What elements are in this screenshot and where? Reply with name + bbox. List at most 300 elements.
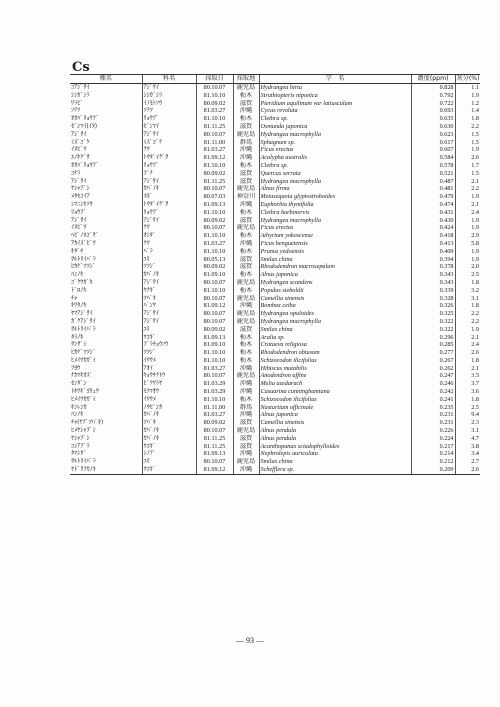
cell-family-name: ﾌﾞﾅ xyxy=(142,170,196,178)
cell-scientific-name: Quercus serrata xyxy=(259,170,411,178)
cell-concentration: 0.296 xyxy=(411,334,455,342)
cell-sampling-site: 沖縄 xyxy=(233,302,259,310)
cell-family-name: ｼｼｶﾞｼﾗ xyxy=(142,92,196,100)
cell-sampling-date: 81.09.12 xyxy=(196,154,233,162)
cell-sampling-site: 沖縄 xyxy=(233,388,259,396)
table-row xyxy=(70,139,480,147)
cell-species-name: ﾋﾒｲﾜｶｶﾞﾐ xyxy=(71,356,96,364)
cell-species-name: ｺﾞｸｳｶﾞｷ xyxy=(71,278,93,286)
cell-concentration: 0.378 xyxy=(411,263,455,271)
table-row xyxy=(70,131,480,139)
col-header-concentration: 濃度(ppm) xyxy=(411,75,455,84)
cell-sampling-site: 栃木 xyxy=(233,162,259,170)
cell-ash-content: 1.9 xyxy=(455,224,480,232)
cell-ash-content: 2.4 xyxy=(455,209,480,217)
cell-sampling-site: 沖縄 xyxy=(233,411,259,419)
cell-sampling-site: 栃木 xyxy=(233,248,259,256)
table-row xyxy=(70,123,480,131)
cell-species-name: ﾀﾏｼﾀﾞ xyxy=(71,450,87,458)
cell-sampling-site: 滋賀 xyxy=(233,217,259,225)
cell-family-name: ｱｼﾞｻｲ xyxy=(142,178,196,186)
cell-sampling-site: 鹿児島 xyxy=(233,295,259,303)
cell-sampling-date: 81.11.25 xyxy=(196,443,233,451)
cell-sampling-site: 栃木 xyxy=(233,349,259,357)
cell-sampling-date: 81.11.25 xyxy=(196,435,233,443)
cell-sampling-site: 栃木 xyxy=(233,209,259,217)
col-header-family-name: 科名 xyxy=(142,75,196,84)
cell-sampling-date: 81.03.29 xyxy=(196,380,233,388)
cell-ash-content: 2.1 xyxy=(455,178,480,186)
cell-scientific-name: Smilax china xyxy=(259,256,411,264)
cell-species-name: ｱｼﾞｻｲ xyxy=(71,216,87,224)
cell-concentration: 0.521 xyxy=(411,170,455,178)
cell-sampling-site: 滋賀 xyxy=(233,123,259,131)
cs-concentration-table xyxy=(70,74,480,475)
cell-species-name: ｻﾝｻﾞｼ xyxy=(71,341,87,349)
cell-concentration: 0.262 xyxy=(411,365,455,373)
cell-species-name: ﾄﾞﾛﾉｷ xyxy=(71,286,87,294)
cell-species-name: ﾊﾝﾉｷ xyxy=(71,271,84,279)
cell-scientific-name: Hydrangea opuloides xyxy=(259,310,411,318)
cell-scientific-name: Alnus japonica xyxy=(259,271,411,279)
cell-ash-content: 1.9 xyxy=(455,256,480,264)
cell-sampling-site: 群馬 xyxy=(233,139,259,147)
cell-sampling-site: 沖縄 xyxy=(233,240,259,248)
cell-concentration: 0.325 xyxy=(411,310,455,318)
cell-species-name: ﾘｮｳﾌﾞ xyxy=(71,208,87,216)
cell-species-name: ｷﾀﾞﾁ xyxy=(71,247,84,255)
cell-sampling-site: 鹿児島 xyxy=(233,318,259,326)
cell-sampling-date: 81.11.00 xyxy=(196,139,233,147)
cell-concentration: 0.246 xyxy=(411,380,455,388)
cell-sampling-site: 鹿児島 xyxy=(233,310,259,318)
table-row xyxy=(70,100,480,108)
cell-scientific-name: Osmunda japonica xyxy=(259,123,411,131)
cell-family-name: ﾂﾊﾞｷ xyxy=(142,419,196,427)
cell-species-name: ﾋｶｹﾞﾂﾂｼﾞ xyxy=(71,349,96,357)
cell-ash-content: 3.1 xyxy=(455,295,480,303)
cell-sampling-date: 81.09.13 xyxy=(196,334,233,342)
cell-ash-content: 1.9 xyxy=(455,146,480,154)
cell-sampling-site: 沖縄 xyxy=(233,154,259,162)
cell-sampling-site: 栃木 xyxy=(233,287,259,295)
cell-sampling-date: 80.09.02 xyxy=(196,263,233,271)
cell-family-name: ﾄｳﾀﾞｲｸﾞｻ xyxy=(142,201,196,209)
cell-concentration: 0.418 xyxy=(411,232,455,240)
cell-family-name: ﾂﾊﾞｷ xyxy=(142,295,196,303)
cell-family-name: ｼﾉﾌﾞ xyxy=(142,450,196,458)
cell-sampling-date: 81.10.10 xyxy=(196,232,233,240)
cell-species-name: ｾﾝﾀﾞﾝ xyxy=(71,380,87,388)
cell-ash-content: 2.5 xyxy=(455,404,480,412)
cell-sampling-site: 滋賀 xyxy=(233,443,259,451)
table-row xyxy=(70,334,480,342)
cell-scientific-name: Clethra barbinervis xyxy=(259,209,411,217)
cell-family-name: ｶﾊﾞﾉｷ xyxy=(142,271,196,279)
cell-ash-content: 2.6 xyxy=(455,154,480,162)
cell-species-name: ｱｼﾞｻｲ xyxy=(71,177,87,185)
table-row xyxy=(70,193,480,201)
table-row xyxy=(70,217,480,225)
cell-family-name: ﾐｽﾞｺﾞｹ xyxy=(142,139,196,147)
cell-species-name: ﾋｶｹﾞﾂﾂｼﾞ xyxy=(71,263,96,271)
cell-ash-content: 1.8 xyxy=(455,302,480,310)
col-header-scientific-name: 学 名 xyxy=(259,75,411,84)
cell-family-name: ｲﾜｳﾒ xyxy=(142,396,196,404)
cell-sampling-site: 栃木 xyxy=(233,341,259,349)
cell-ash-content: 5.8 xyxy=(455,240,480,248)
cell-ash-content: 2.2 xyxy=(455,185,480,193)
table-row xyxy=(70,162,480,170)
cell-concentration: 0.487 xyxy=(411,178,455,186)
cell-scientific-name: Hibiscus mutabilis xyxy=(259,365,411,373)
cell-ash-content: 3.8 xyxy=(455,443,480,451)
cell-concentration: 0.247 xyxy=(411,372,455,380)
cell-sampling-date: 81.09.12 xyxy=(196,466,233,474)
cell-sampling-site: 鹿児島 xyxy=(233,224,259,232)
table-row xyxy=(70,115,480,123)
table-row xyxy=(70,232,480,240)
cell-sampling-date: 81.10.10 xyxy=(196,92,233,100)
cell-scientific-name: Clethra sp. xyxy=(259,115,411,123)
cell-scientific-name: Acalypha australis xyxy=(259,154,411,162)
cell-scientific-name: Smilax china xyxy=(259,458,411,466)
cell-concentration: 0.235 xyxy=(411,404,455,412)
cell-family-name: ｱｼﾞｻｲ xyxy=(142,131,196,139)
cell-sampling-date: 81.03.27 xyxy=(196,240,233,248)
cell-ash-content: 2.2 xyxy=(455,310,480,318)
cell-ash-content: 1.9 xyxy=(455,326,480,334)
cell-ash-content: 3.2 xyxy=(455,287,480,295)
cell-concentration: 0.343 xyxy=(411,271,455,279)
cell-species-name: ﾁｬ(ﾔﾌﾞﾂﾊﾞｷ) xyxy=(71,419,104,427)
cell-sampling-site: 沖縄 xyxy=(233,201,259,209)
cell-concentration: 0.339 xyxy=(411,287,455,295)
cell-family-name: ﾘｮｳﾌﾞ xyxy=(142,162,196,170)
cell-sampling-site: 鹿児島 xyxy=(233,185,259,193)
cell-family-name: ﾓｸﾏｵｳ xyxy=(142,388,196,396)
cell-family-name: ｽｷﾞ xyxy=(142,193,196,201)
cell-sampling-date: 81.10.10 xyxy=(196,396,233,404)
cell-scientific-name: Euphorbia thymifolia xyxy=(259,201,411,209)
cell-family-name: ﾕﾘ xyxy=(142,458,196,466)
cell-family-name: ｶﾊﾞﾉｷ xyxy=(142,435,196,443)
cell-species-name: ｻﾙﾄﾘｲﾊﾞﾗ xyxy=(71,255,96,263)
cell-ash-content: 2.3 xyxy=(455,419,480,427)
cell-concentration: 0.241 xyxy=(411,396,455,404)
cell-scientific-name: Clethra sp. xyxy=(259,162,411,170)
cell-sampling-date: 81.09.10 xyxy=(196,271,233,279)
cell-family-name: ﾋﾞｸﾜﾗﾔ xyxy=(142,380,196,388)
cell-ash-content: 1.8 xyxy=(455,115,480,123)
cell-family-name: ﾔﾅｷﾞ xyxy=(142,287,196,295)
cell-sampling-date: 80.10.07 xyxy=(196,427,233,435)
cell-sampling-date: 80.10.07 xyxy=(196,131,233,139)
table-row xyxy=(70,466,480,474)
cell-sampling-site: 栃木 xyxy=(233,271,259,279)
cell-scientific-name: Hydrangea scandens xyxy=(259,279,411,287)
cell-family-name: ｱｼﾞｻｲ xyxy=(142,310,196,318)
cell-sampling-date: 81.03.27 xyxy=(196,107,233,115)
cell-ash-content: 1.2 xyxy=(455,100,480,108)
table-row xyxy=(70,411,480,419)
cell-scientific-name: Crataeva religiosa xyxy=(259,341,411,349)
table-header xyxy=(70,75,480,84)
cell-concentration: 0.328 xyxy=(411,295,455,303)
cell-species-name: ｱｼﾞｻｲ xyxy=(71,130,87,138)
cell-family-name: ﾂﾂｼﾞ xyxy=(142,349,196,357)
table-row xyxy=(70,170,480,178)
cell-sampling-date: 80.10.07 xyxy=(196,295,233,303)
cell-concentration: 0.828 xyxy=(411,84,455,92)
cell-family-name: ﾘｮｳﾌﾞ xyxy=(142,209,196,217)
cell-scientific-name: Nephrolepis auriculata xyxy=(259,450,411,458)
cell-scientific-name: Camellia sinensis xyxy=(259,419,411,427)
table-row xyxy=(70,107,480,115)
table-row xyxy=(70,310,480,318)
cell-scientific-name: Acanthopanax sciadophylloides xyxy=(259,443,411,451)
cell-ash-content: 2.2 xyxy=(455,318,480,326)
cell-scientific-name: Melia azedarach xyxy=(259,380,411,388)
cell-sampling-site: 栃木 xyxy=(233,115,259,123)
cell-scientific-name: Rhododendron macrosepalum xyxy=(259,263,411,271)
cell-scientific-name: Anodendron affine xyxy=(259,372,411,380)
cell-ash-content: 2.4 xyxy=(455,341,480,349)
cell-family-name: ｷｮｳﾁｸﾄｳ xyxy=(142,372,196,380)
cell-family-name: ｶﾊﾞﾉｷ xyxy=(142,411,196,419)
cell-species-name: ｼｼｶﾞｼﾗ xyxy=(71,91,90,99)
cell-ash-content: 2.6 xyxy=(455,349,480,357)
cell-sampling-site: 滋賀 xyxy=(233,256,259,264)
table-row xyxy=(70,435,480,443)
cell-ash-content: 1.8 xyxy=(455,357,480,365)
cell-family-name: ｳｺｷﾞ xyxy=(142,466,196,474)
cell-sampling-date: 81.11.25 xyxy=(196,178,233,186)
col-header-species-name: 種名 xyxy=(70,75,142,84)
cell-ash-content: 3.4 xyxy=(455,450,480,458)
page-heading: Cs xyxy=(72,60,90,75)
table-row xyxy=(70,84,480,92)
cell-concentration: 0.413 xyxy=(411,240,455,248)
cell-sampling-date: 80.09.02 xyxy=(196,170,233,178)
page-number: — 93 — xyxy=(236,636,264,645)
cell-scientific-name: Alnus firma xyxy=(259,185,411,193)
table-row xyxy=(70,271,480,279)
cell-sampling-site: 鹿児島 xyxy=(233,427,259,435)
table-row xyxy=(70,263,480,271)
table-row xyxy=(70,349,480,357)
cell-family-name: ｶﾊﾞﾉｷ xyxy=(142,185,196,193)
cell-concentration: 0.343 xyxy=(411,279,455,287)
cell-family-name: ﾊﾟﾝﾔ xyxy=(142,302,196,310)
table-row xyxy=(70,380,480,388)
table-row xyxy=(70,341,480,349)
cell-family-name: ｿﾃﾂ xyxy=(142,107,196,115)
cell-sampling-date: 81.03.29 xyxy=(196,388,233,396)
cell-family-name: ｵｼﾀﾞ xyxy=(142,232,196,240)
cell-family-name: ｸﾜ xyxy=(142,146,196,154)
cell-species-name: ﾀﾗﾉｷ xyxy=(71,333,84,341)
cell-family-name: ｶﾊﾞﾉｷ xyxy=(142,427,196,435)
cell-sampling-site: 滋賀 xyxy=(233,326,259,334)
cell-ash-content: 1.9 xyxy=(455,217,480,225)
col-header-sampling-site: 採取地 xyxy=(233,75,259,84)
cell-species-name: ﾊﾝﾉｷ xyxy=(71,411,84,419)
cell-concentration: 0.479 xyxy=(411,193,455,201)
table-row xyxy=(70,372,480,380)
cell-species-name: ｲﾇﾋﾞﾜ xyxy=(71,224,87,232)
table-row xyxy=(70,443,480,451)
cell-scientific-name: Prunus yedoensis xyxy=(259,248,411,256)
table-row xyxy=(70,178,480,186)
cell-species-name: ｾﾞﾝﾏｲ(ｲﾇ) xyxy=(71,122,98,130)
table-row xyxy=(70,326,480,334)
cell-ash-content: 1.7 xyxy=(455,162,480,170)
cell-sampling-site: 鹿児島 xyxy=(233,458,259,466)
cell-concentration: 0.409 xyxy=(411,248,455,256)
col-header-ash-content: 灰分(%) xyxy=(456,75,480,83)
cell-family-name: ﾕﾘ xyxy=(142,326,196,334)
cell-concentration: 0.623 xyxy=(411,131,455,139)
cell-concentration: 0.212 xyxy=(411,458,455,466)
cell-family-name: ﾘｮｳﾌﾞ xyxy=(142,115,196,123)
cell-family-name: ｱｼﾞｻｲ xyxy=(142,84,196,92)
table-row xyxy=(70,318,480,326)
cell-family-name: ｱｼﾞｻｲ xyxy=(142,217,196,225)
cell-concentration: 0.285 xyxy=(411,341,455,349)
cell-ash-content: 9.4 xyxy=(455,411,480,419)
cell-family-name: ﾌﾞﾗﾁｮｳｿｳ xyxy=(142,341,196,349)
cell-family-name: ﾕﾘ xyxy=(142,256,196,264)
cell-species-name: ｿﾃﾂ xyxy=(71,107,81,115)
cell-sampling-date: 81.10.10 xyxy=(196,115,233,123)
cell-scientific-name: Alnus pendula xyxy=(259,435,411,443)
cell-ash-content: 2.1 xyxy=(455,365,480,373)
cell-sampling-date: 80.10.07 xyxy=(196,84,233,92)
cell-concentration: 0.630 xyxy=(411,123,455,131)
cell-sampling-date: 80.10.07 xyxy=(196,185,233,193)
cell-concentration: 0.424 xyxy=(411,224,455,232)
cell-sampling-date: 80.10.07 xyxy=(196,318,233,326)
cell-species-name: ﾁｬ xyxy=(71,294,78,302)
cell-ash-content: 1.5 xyxy=(455,139,480,147)
cell-sampling-site: 群馬 xyxy=(233,404,259,412)
cell-concentration: 0.231 xyxy=(411,419,455,427)
cell-species-name: ｵｵﾊﾞﾘｮｳﾌﾞ xyxy=(71,161,99,169)
cell-family-name: ｳｺｷﾞ xyxy=(142,443,196,451)
table-row xyxy=(70,287,480,295)
table-row xyxy=(70,240,480,248)
cell-sampling-date: 80.09.02 xyxy=(196,100,233,108)
cell-concentration: 0.431 xyxy=(411,209,455,217)
cell-scientific-name: Ficus erectus xyxy=(259,146,411,154)
table-row xyxy=(70,396,480,404)
cell-sampling-site: 滋賀 xyxy=(233,435,259,443)
cell-species-name: ｱｶｲｽﾞﾋﾞﾜ xyxy=(71,239,96,247)
cell-ash-content: 2.7 xyxy=(455,458,480,466)
cell-sampling-site: 滋賀 xyxy=(233,419,259,427)
cell-species-name: ﾍﾋﾞﾉﾈｺﾞｻﾞ xyxy=(71,232,99,240)
cell-scientific-name: Hydrangea macrophylla xyxy=(259,318,411,326)
table-row xyxy=(70,92,480,100)
cell-sampling-site: 滋賀 xyxy=(233,178,259,186)
cell-sampling-date: 81.03.27 xyxy=(196,146,233,154)
table-row xyxy=(70,450,480,458)
cell-sampling-date: 81.09.13 xyxy=(196,450,233,458)
cell-species-name: ｺﾅﾗ xyxy=(71,169,81,177)
cell-concentration: 0.267 xyxy=(411,357,455,365)
cell-ash-content: 2.9 xyxy=(455,232,480,240)
cell-family-name: ｸﾜ xyxy=(142,240,196,248)
cell-scientific-name: Hydrangea macrophylla xyxy=(259,217,411,225)
cell-family-name: ﾂﾂｼﾞ xyxy=(142,263,196,271)
cell-scientific-name: Struthiopteris niponica xyxy=(259,92,411,100)
cell-ash-content: 2.5 xyxy=(455,271,480,279)
cell-sampling-date: 80.10.07 xyxy=(196,458,233,466)
cell-sampling-site: 沖縄 xyxy=(233,466,259,474)
table-row xyxy=(70,357,480,365)
cell-family-name: ｱｼﾞｻｲ xyxy=(142,279,196,287)
cell-scientific-name: Bombax ceiba xyxy=(259,302,411,310)
cell-scientific-name: Alnus pendula xyxy=(259,427,411,435)
cell-concentration: 0.231 xyxy=(411,411,455,419)
cell-concentration: 0.322 xyxy=(411,318,455,326)
table-row xyxy=(70,404,480,412)
cell-scientific-name: Hydrangea macrophylla xyxy=(259,131,411,139)
cell-ash-content: 1.8 xyxy=(455,396,480,404)
cell-scientific-name: Alnus japonica xyxy=(259,411,411,419)
cell-species-name: ﾅｶﾏｷｵｽﾞ xyxy=(71,372,93,380)
cell-ash-content: 2.1 xyxy=(455,334,480,342)
cell-sampling-site: 沖縄 xyxy=(233,107,259,115)
cell-concentration: 0.481 xyxy=(411,185,455,193)
cell-sampling-date: 81.09.12 xyxy=(196,302,233,310)
cell-species-name: ｺｼｱﾌﾞﾗ xyxy=(71,442,90,450)
cell-scientific-name: Nasturtium officinale xyxy=(259,404,411,412)
cell-concentration: 0.474 xyxy=(411,201,455,209)
cell-ash-content: 1.5 xyxy=(455,170,480,178)
cell-sampling-date: 81.10.10 xyxy=(196,287,233,295)
cell-sampling-date: 80.09.02 xyxy=(196,419,233,427)
cell-concentration: 0.693 xyxy=(411,107,455,115)
cell-ash-content: 1.8 xyxy=(455,279,480,287)
cell-scientific-name: Aralia sp. xyxy=(259,334,411,342)
cell-sampling-date: 81.09.13 xyxy=(196,201,233,209)
cell-sampling-site: 鹿児島 xyxy=(233,372,259,380)
cell-scientific-name: Ficus erectus xyxy=(259,224,411,232)
cell-scientific-name: Hydrangea hirta xyxy=(259,84,411,92)
table-row xyxy=(70,279,480,287)
table-row xyxy=(70,458,480,466)
table-row xyxy=(70,427,480,435)
cell-ash-content: 1.9 xyxy=(455,92,480,100)
cell-ash-content: 3.5 xyxy=(455,372,480,380)
cell-family-name: ｲﾉﾓﾄｿｳ xyxy=(142,100,196,108)
cell-ash-content: 2.1 xyxy=(455,201,480,209)
cell-scientific-name: Cycas revoluta xyxy=(259,107,411,115)
cell-species-name: ﾔｼｬﾌﾞｼ xyxy=(71,185,90,193)
cell-sampling-date: 80.10.07 xyxy=(196,310,233,318)
cell-family-name: ﾉｳｾﾞﾝｶ xyxy=(142,404,196,412)
cell-sampling-date: 80.09.02 xyxy=(196,326,233,334)
cell-species-name: ｻﾙﾄﾘｲﾊﾞﾗ xyxy=(71,458,96,466)
cell-scientific-name: Hydrangea macrophylla xyxy=(259,178,411,186)
cell-species-name: ｻﾙﾄﾘｲﾊﾞﾗ xyxy=(71,325,96,333)
cell-ash-content: 3.6 xyxy=(455,388,480,396)
table-row xyxy=(70,419,480,427)
table-row xyxy=(70,146,480,154)
cell-concentration: 0.226 xyxy=(411,427,455,435)
